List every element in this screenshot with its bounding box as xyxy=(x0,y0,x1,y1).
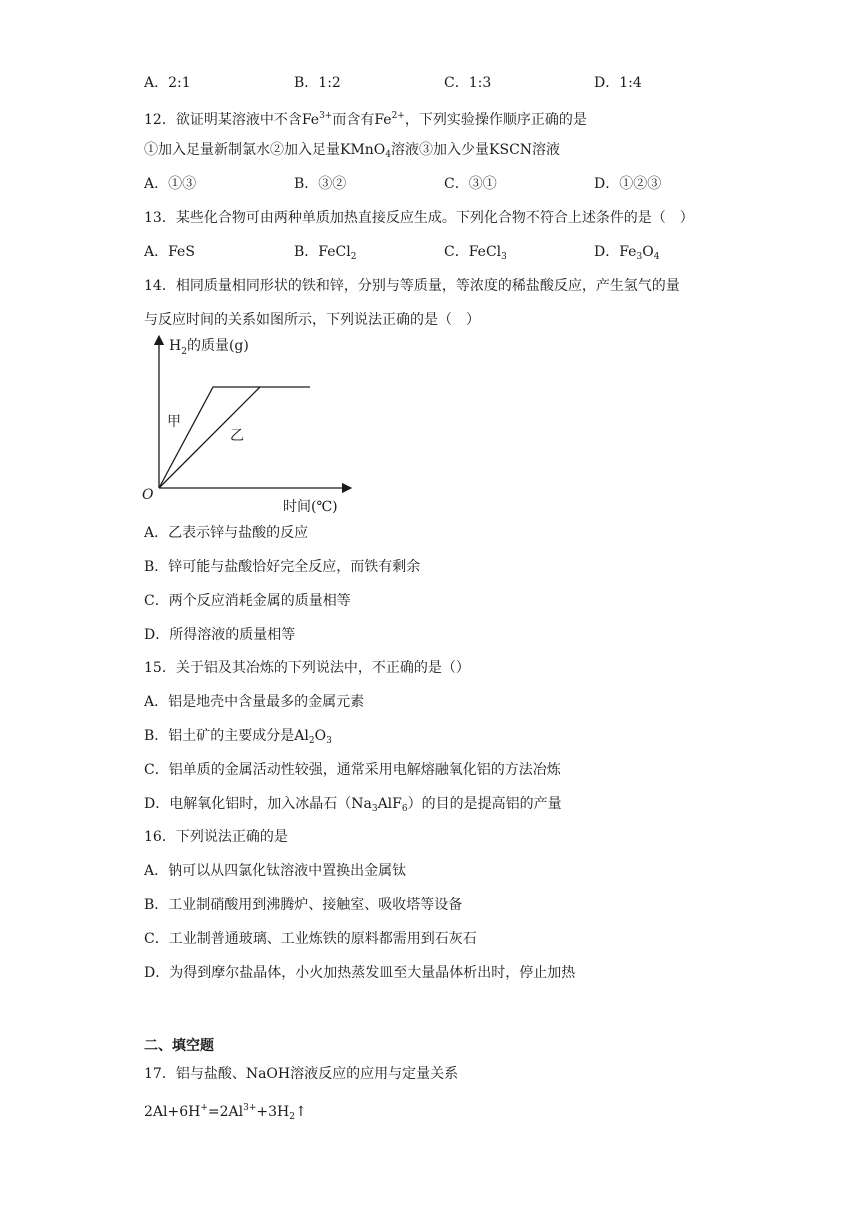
q11-option-d: D．1:4 xyxy=(594,75,642,91)
q14-stem-line2: 与反应时间的关系如图所示，下列说法正确的是（ ） xyxy=(144,312,480,328)
x-axis-label: 时间(℃) xyxy=(283,499,338,515)
q14-graph xyxy=(140,334,370,520)
q12-stem: 12．欲证明某溶液中不含$Fe^{3+}$而含有$Fe^{2+}$，下列实验操作顺序正确的是 xyxy=(144,111,587,128)
q13-option-a: A．FeS xyxy=(144,244,195,260)
section-title: 二、填空题 xyxy=(144,1038,214,1054)
q12-option-c: C．③① xyxy=(444,176,497,192)
q14-stem-line1: 14．相同质量相同形状的铁和锌，分别与等质量，等浓度的稀盐酸反应，产生氢气的量 xyxy=(144,278,680,294)
q16-option-c: C．工业制普通玻璃、工业炼铁的原料都需用到石灰石 xyxy=(144,931,477,947)
q16-option-a: A．钠可以从四氯化钛溶液中置换出金属钛 xyxy=(144,863,407,879)
q16-option-d: D．为得到摩尔盐晶体，小火加热蒸发皿至大量晶体析出时，停止加热 xyxy=(144,965,576,981)
q12-option-b: B．③② xyxy=(294,176,347,192)
line-yi-label: 乙 xyxy=(230,428,244,444)
q15-option-b: B．铝土矿的主要成分是$Al_2O_3$ xyxy=(144,728,332,746)
q13-option-c: C．FeCl$_3$ xyxy=(444,244,507,262)
q17-equation: $2Al+6H^+=2Al^{3+}+3H_2↑$ xyxy=(144,1103,307,1122)
q15-option-c: C．铝单质的金属活动性较强，通常采用电解熔融氧化铝的方法冶炼 xyxy=(144,762,561,778)
q12-option-a: A．①③ xyxy=(144,176,197,192)
q15-option-a: A．铝是地壳中含量最多的金属元素 xyxy=(144,694,365,710)
q12-operations: ①加入足量新制氯水②加入足量KMnO$_4$溶液③加入少量KSCN溶液 xyxy=(144,142,561,160)
origin-label: O xyxy=(142,487,154,503)
q14-option-b: B．锌可能与盐酸恰好完全反应，而铁有剩余 xyxy=(144,559,421,575)
q12-option-d: D．①②③ xyxy=(594,176,662,192)
q13-stem: 13．某些化合物可由两种单质加热直接反应生成。下列化合物不符合上述条件的是（ ） xyxy=(144,210,694,226)
y-axis-label: $H_2$的质量(g) xyxy=(169,338,249,357)
q16-option-b: B．工业制硝酸用到沸腾炉、接触室、吸收塔等设备 xyxy=(144,897,463,913)
q17-stem: 17．铝与盐酸、NaOH溶液反应的应用与定量关系 xyxy=(144,1066,459,1082)
q13-option-d: D．$Fe_3O_4$ xyxy=(594,244,660,262)
q14-option-d: D．所得溶液的质量相等 xyxy=(144,627,296,643)
q16-stem: 16．下列说法正确的是 xyxy=(144,829,288,845)
q11-option-a: A．2:1 xyxy=(144,75,191,91)
q14-option-a: A．乙表示锌与盐酸的反应 xyxy=(144,525,309,541)
q15-stem: 15．关于铝及其冶炼的下列说法中，不正确的是（） xyxy=(144,660,470,676)
q15-option-d: D．电解氧化铝时，加入冰晶石$(Na_3AlF_6)$的目的是提高铝的产量 xyxy=(144,796,562,814)
q11-option-b: B．1:2 xyxy=(294,75,341,91)
q14-option-c: C．两个反应消耗金属的质量相等 xyxy=(144,593,351,609)
line-jia-label: 甲 xyxy=(167,414,181,430)
q11-option-c: C．1:3 xyxy=(444,75,492,91)
q13-option-b: B．FeCl$_2$ xyxy=(294,244,357,262)
line-yi xyxy=(159,387,260,488)
